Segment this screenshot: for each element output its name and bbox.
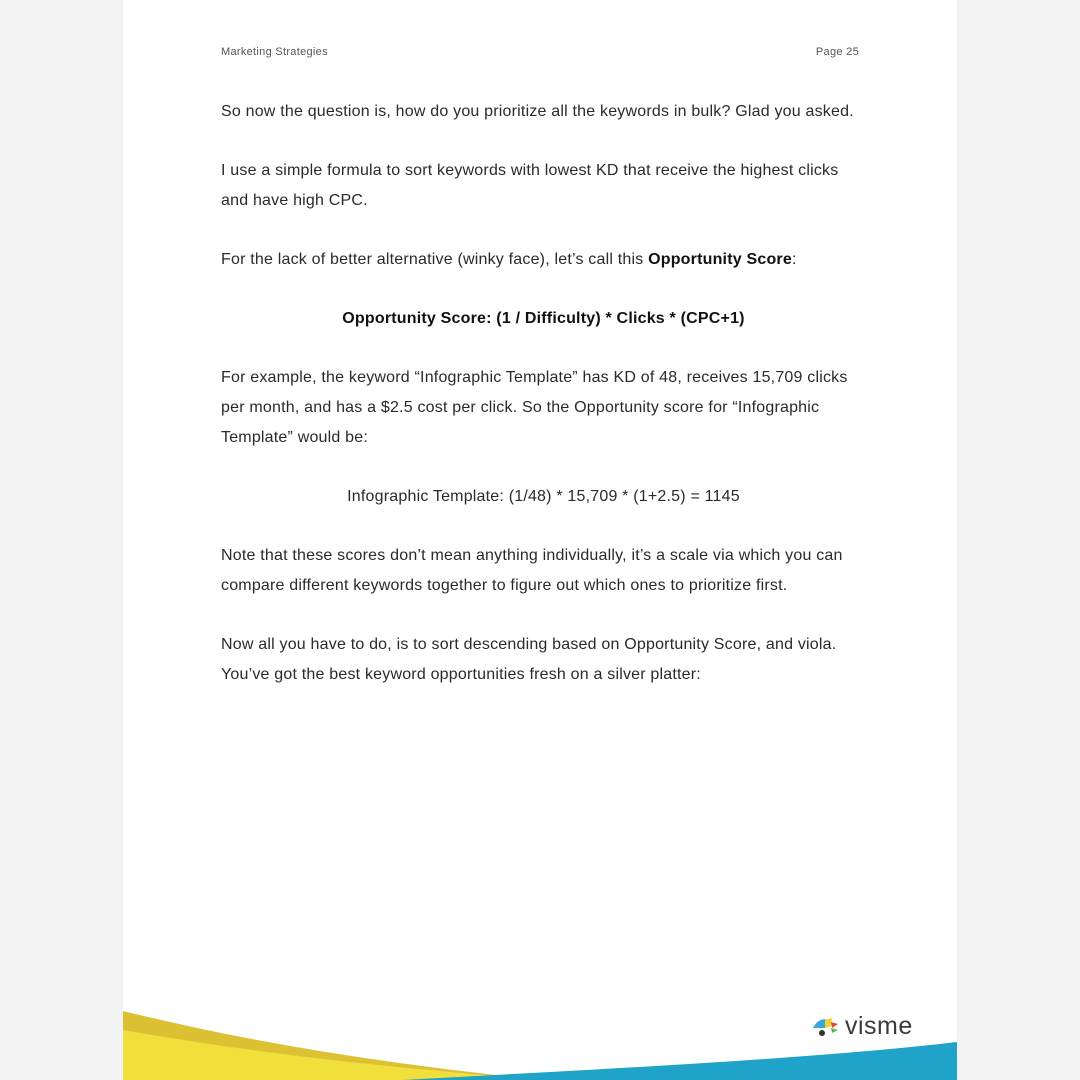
header-title: Marketing Strategies [221, 46, 328, 58]
text: For the lack of better alternative (winky face), let’s call this [221, 251, 649, 268]
paragraph: Now all you have to do, is to sort descending based on Opportunity Score, and viola. You’ve got the best keyword opportunities fresh on a silver platter: [221, 636, 837, 683]
example-calculation: Infographic Template: (1/48) * 15,709 * (1+2.5) = 1145 [347, 488, 740, 505]
formula [221, 304, 866, 334]
visme-logo [811, 1012, 913, 1041]
paragraph: So now the question is, how do you prioritize all the keywords in bulk? Glad you asked. [221, 103, 854, 120]
page-number: Page 25 [815, 46, 859, 58]
visme-logo-icon [811, 1016, 841, 1038]
paragraph: For example, the keyword “Infographic Template” has KD of 48, receives 15,709 clicks per month, and has a $2.5 cost per click. So the Opportunity score for “Infographic Template” would be: [221, 369, 848, 446]
text: : [791, 251, 797, 268]
paragraph: Note that these scores don’t mean anything individually, it’s a scale via which you can compare different keywords together to figure out which ones to prioritize first. [221, 547, 843, 594]
paragraph [221, 245, 866, 275]
logo-text: visme [845, 1012, 913, 1040]
bold-term: Opportunity Score [648, 251, 792, 268]
document-page [123, 0, 957, 1080]
paragraph: I use a simple formula to sort keywords with lowest KD that receive the highest clicks and have high CPC. [221, 162, 839, 209]
body-text [221, 97, 866, 719]
formula-text: Opportunity Score: (1 / Difficulty) * Clicks * (CPC+1) [342, 310, 745, 327]
